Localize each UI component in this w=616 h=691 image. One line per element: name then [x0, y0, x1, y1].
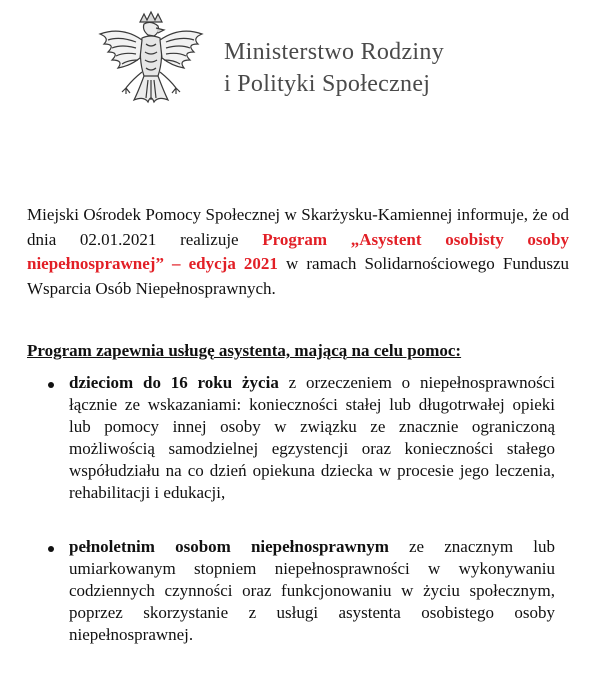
- bullet-icon: [48, 382, 54, 388]
- ministry-name-line2: i Polityki Społecznej: [224, 71, 431, 97]
- list-item-body: z orzeczeniem o niepełnosprawności łącznie ze wskazaniami: konieczności stałej lub długotrwałej opieki lub pomocy innej osoby w związku ze znacznie ograniczoną możliwością samodzielnej egzystencji oraz konieczności stałego współudziału na co dzień opiekuna dziecka w procesie jego leczenia, rehabilitacji i edukacji,: [69, 373, 555, 502]
- list-item-bold: pełnoletnim osobom niepełnosprawnym: [69, 537, 389, 556]
- polish-eagle-emblem-icon: [92, 8, 210, 118]
- intro-paragraph: [27, 203, 569, 301]
- section-heading: Program zapewnia usługę asystenta, mającą na celu pomoc:: [27, 341, 462, 360]
- list-item-text: [69, 536, 555, 646]
- ministry-name-line1: Ministerstwo Rodziny: [224, 39, 444, 65]
- intro-text-after: w ramach Solidarnościowego Funduszu Wsparcia Osób Niepełnosprawnych.: [27, 254, 569, 298]
- header: [92, 8, 492, 120]
- list-item-text: [69, 372, 555, 504]
- bullet-icon: [48, 546, 54, 552]
- list-item-body: ze znacznym lub umiarkowanym stopniem niepełnosprawności w wykonywaniu codziennych czynności oraz funkcjonowaniu w życiu społecznym, poprzez skorzystanie z usługi asystenta osobistego osoby niepełnosprawnej.: [69, 537, 556, 644]
- intro-text-before: Miejski Ośrodek Pomocy Społecznej w Skarżysku-Kamiennej informuje, że od dnia 02.01.2021 realizuje: [27, 205, 569, 249]
- program-name: Program „Asystent osobisty osoby niepełnosprawnej” – edycja 2021: [27, 229, 569, 273]
- ministry-name: [224, 36, 444, 100]
- list-item-bold: dzieciom do 16 roku życia: [69, 373, 279, 392]
